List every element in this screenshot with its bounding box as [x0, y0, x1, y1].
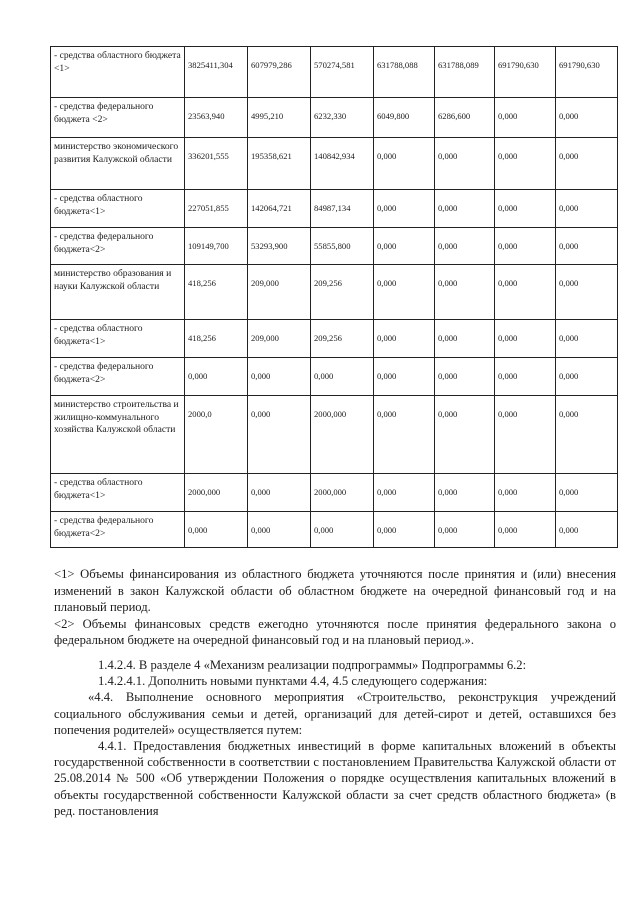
cell-value: 0,000	[248, 512, 311, 548]
row-name: - средства областного бюджета <1>	[51, 47, 185, 98]
footnote-2: <2> Объемы финансовых средств ежегодно уточняются после принятия федерального закона о федеральном бюджете на очередной финансовый год и на плановый период.».	[54, 616, 616, 647]
cell-value: 6232,330	[311, 98, 374, 138]
cell-value: 418,256	[185, 320, 248, 358]
row-name: - средства федерального бюджета<2>	[51, 228, 185, 265]
cell-value: 0,000	[435, 228, 495, 265]
cell-value: 0,000	[185, 512, 248, 548]
cell-value: 336201,555	[185, 138, 248, 190]
cell-value: 631788,089	[435, 47, 495, 98]
cell-value: 0,000	[311, 512, 374, 548]
table-row	[51, 512, 618, 548]
cell-value: 0,000	[556, 320, 618, 358]
cell-value: 0,000	[556, 190, 618, 228]
cell-value: 142064,721	[248, 190, 311, 228]
cell-value: 0,000	[556, 512, 618, 548]
cell-value: 6286,600	[435, 98, 495, 138]
cell-value: 2000,0	[185, 396, 248, 474]
row-name: - средства областного бюджета<1>	[51, 320, 185, 358]
cell-value: 0,000	[495, 98, 556, 138]
cell-value: 2000,000	[185, 474, 248, 512]
table-row	[51, 98, 618, 138]
paragraph: 4.4.1. Предоставления бюджетных инвестиций в форме капитальных вложений в объекты государственной собственности в соответствии с постановлением Правительства Калужской области от 25.08.2014 № 500 «Об утверждении Положения о порядке осуществления капитальных вложений в объекты государственной собственности Калужской области за счет средств областного бюджета» (в ред. постановления	[54, 739, 616, 818]
cell-value: 2000,000	[311, 396, 374, 474]
cell-value: 570274,581	[311, 47, 374, 98]
cell-value: 0,000	[435, 474, 495, 512]
row-name: - средства федерального бюджета<2>	[51, 512, 185, 548]
cell-value: 0,000	[248, 474, 311, 512]
cell-value: 209,000	[248, 265, 311, 320]
cell-value: 53293,900	[248, 228, 311, 265]
body-text	[54, 657, 616, 819]
cell-value: 0,000	[435, 320, 495, 358]
cell-value: 209,256	[311, 265, 374, 320]
cell-value: 55855,800	[311, 228, 374, 265]
cell-value: 0,000	[435, 138, 495, 190]
financing-table	[50, 46, 618, 548]
cell-value: 209,000	[248, 320, 311, 358]
row-name: министерство образования и науки Калужской области	[51, 265, 185, 320]
table-row	[51, 47, 618, 98]
cell-value: 607979,286	[248, 47, 311, 98]
cell-value: 0,000	[556, 265, 618, 320]
cell-value: 84987,134	[311, 190, 374, 228]
paragraph: «4.4. Выполнение основного мероприятия «Строительство, реконструкция учреждений социального обслуживания семьи и детей, организаций для детей-сирот и детей, оставшихся без попечения родителей» осуществляется путем:	[54, 690, 616, 737]
table-row	[51, 228, 618, 265]
cell-value: 0,000	[311, 358, 374, 396]
cell-value: 691790,630	[556, 47, 618, 98]
cell-value: 0,000	[435, 512, 495, 548]
table-row	[51, 320, 618, 358]
table-row	[51, 265, 618, 320]
cell-value: 0,000	[495, 138, 556, 190]
cell-value: 0,000	[556, 228, 618, 265]
cell-value: 0,000	[495, 358, 556, 396]
cell-value: 0,000	[435, 396, 495, 474]
cell-value: 195358,621	[248, 138, 311, 190]
cell-value: 691790,630	[495, 47, 556, 98]
cell-value: 0,000	[374, 138, 435, 190]
cell-value: 3825411,304	[185, 47, 248, 98]
cell-value: 140842,934	[311, 138, 374, 190]
cell-value: 109149,700	[185, 228, 248, 265]
cell-value: 0,000	[495, 190, 556, 228]
cell-value: 0,000	[495, 512, 556, 548]
cell-value: 418,256	[185, 265, 248, 320]
cell-value: 0,000	[374, 396, 435, 474]
cell-value: 0,000	[495, 320, 556, 358]
cell-value: 2000,000	[311, 474, 374, 512]
footnotes	[54, 566, 616, 649]
cell-value: 0,000	[495, 474, 556, 512]
row-name: - средства областного бюджета<1>	[51, 190, 185, 228]
table-row	[51, 474, 618, 512]
cell-value: 6049,800	[374, 98, 435, 138]
cell-value: 0,000	[185, 358, 248, 396]
table-row	[51, 396, 618, 474]
cell-value: 0,000	[495, 228, 556, 265]
cell-value: 0,000	[374, 474, 435, 512]
cell-value: 0,000	[374, 228, 435, 265]
cell-value: 0,000	[435, 358, 495, 396]
cell-value: 0,000	[374, 358, 435, 396]
cell-value: 209,256	[311, 320, 374, 358]
row-name: министерство экономического развития Калужской области	[51, 138, 185, 190]
cell-value: 0,000	[435, 190, 495, 228]
row-name: - средства федерального бюджета <2>	[51, 98, 185, 138]
cell-value: 0,000	[374, 265, 435, 320]
cell-value: 0,000	[556, 98, 618, 138]
cell-value: 0,000	[248, 358, 311, 396]
cell-value: 0,000	[435, 265, 495, 320]
cell-value: 4995,210	[248, 98, 311, 138]
cell-value: 0,000	[556, 358, 618, 396]
footnote-1: <1> Объемы финансирования из областного бюджета уточняются после принятия и (или) внесения изменений в закон Калужской области об областном бюджете на очередной финансовый год и на плановый период.	[54, 567, 616, 614]
cell-value: 631788,088	[374, 47, 435, 98]
cell-value: 0,000	[556, 474, 618, 512]
table-row	[51, 138, 618, 190]
cell-value: 0,000	[374, 320, 435, 358]
cell-value: 227051,855	[185, 190, 248, 228]
table-row	[51, 190, 618, 228]
cell-value: 0,000	[556, 138, 618, 190]
cell-value: 0,000	[374, 512, 435, 548]
paragraph: 1.4.2.4. В разделе 4 «Механизм реализации подпрограммы» Подпрограммы 6.2:	[98, 658, 527, 672]
row-name: - средства областного бюджета<1>	[51, 474, 185, 512]
cell-value: 0,000	[374, 190, 435, 228]
cell-value: 0,000	[495, 396, 556, 474]
cell-value: 23563,940	[185, 98, 248, 138]
row-name: министерство строительства и жилищно-коммунального хозяйства Калужской области	[51, 396, 185, 474]
cell-value: 0,000	[248, 396, 311, 474]
cell-value: 0,000	[556, 396, 618, 474]
row-name: - средства федерального бюджета<2>	[51, 358, 185, 396]
table-row	[51, 358, 618, 396]
cell-value: 0,000	[495, 265, 556, 320]
paragraph: 1.4.2.4.1. Дополнить новыми пунктами 4.4, 4.5 следующего содержания:	[98, 674, 488, 689]
